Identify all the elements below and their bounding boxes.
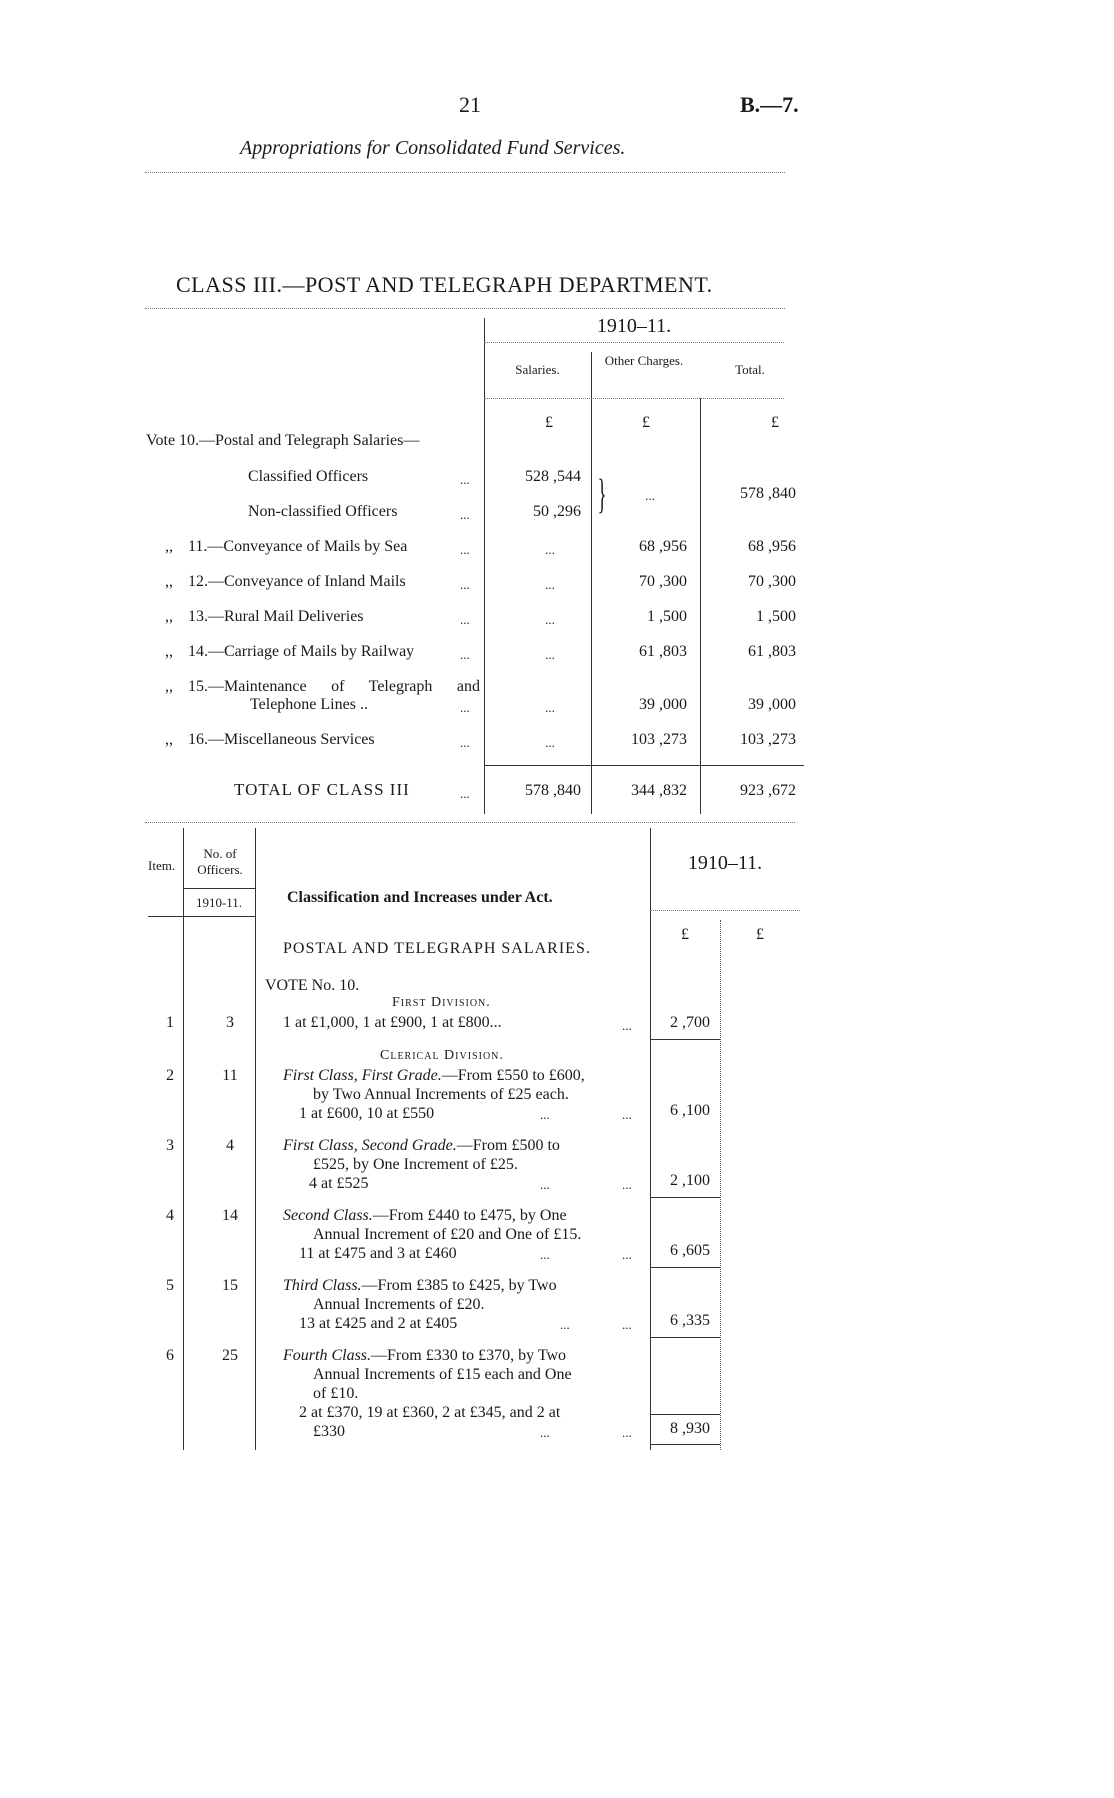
leader-dots: ... [560,1317,570,1332]
vote14-other: 61 ,803 [639,643,687,660]
vote12-other: 70 ,300 [639,573,687,590]
item-text-line: 11 at £475 and 3 at £460 [299,1245,457,1262]
item-text-line: £525, by One Increment of £25. [313,1156,518,1173]
nonclassified-salaries: 50 ,296 [533,503,581,520]
vote15-label: 15.—Maintenance of Telegraph and [188,678,480,695]
total-total: 923 ,672 [740,782,796,799]
document-reference: B.—7. [740,92,799,117]
item-text-line: by Two Annual Increments of £25 each. [313,1086,569,1103]
grade-label: First Class, Second Grade. [283,1137,457,1154]
col-other-charges-header: Other Charges. [604,353,684,368]
amount-rule [650,1197,720,1198]
ditto-mark: ,, [165,538,173,555]
leader-dots: ... [540,1107,550,1122]
section-heading: POSTAL AND TELEGRAPH SALARIES. [283,940,591,957]
leader-dots: ... [622,1018,632,1033]
officers-count: 4 [226,1137,234,1154]
leader-dots: ... [460,577,470,592]
grade-label: Third Class. [283,1277,362,1294]
currency-total: £ [771,414,779,431]
item-description [283,1346,643,1441]
vote13-total: 1 ,500 [756,608,796,625]
leader-dots: ... [622,1107,632,1122]
officers-count: 25 [222,1347,238,1364]
item-text-line: 4 at £525 [309,1175,369,1192]
vote16-salaries: ... [545,735,555,750]
vote14-total: 61 ,803 [748,643,796,660]
leader-dots: ... [460,786,470,801]
table2-header-rule-left [148,916,255,917]
amount-rule [650,1039,720,1040]
item-text-line: 1 at £600, 10 at £550 [299,1105,435,1122]
table2-rule-amount-mid [720,920,721,1450]
item-description [283,1206,643,1263]
vote12-salaries: ... [545,577,555,592]
total-class-label: TOTAL OF CLASS III [234,780,410,799]
officers-count: 15 [222,1277,238,1294]
brace-icon: } [597,472,607,518]
table1-year-rule [484,342,784,343]
vote13-other: 1 ,500 [647,608,687,625]
col-classification-header: Classification and Increases under Act. [287,889,553,906]
table1-top-rule [145,308,785,309]
item-number: 6 [166,1347,174,1364]
item-description [283,1066,643,1123]
currency-salaries: £ [545,414,553,431]
vote16-other: 103 ,273 [631,731,687,748]
amount-rule [650,1414,720,1415]
col-officers-header: No. of Officers. [197,846,243,877]
item-number: 1 [166,1014,174,1031]
leader-dots: ... [622,1177,632,1192]
vote15-salaries: ... [545,700,555,715]
item-text-line: Annual Increments of £20. [313,1296,485,1313]
item-number: 5 [166,1277,174,1294]
total-other: 344 ,832 [631,782,687,799]
grade-range: —From £385 to £425, by Two [361,1277,557,1294]
item-text-line: of £10. [313,1385,359,1402]
leader-dots: ... [540,1247,550,1262]
vote10-other-charges: ... [645,488,655,503]
vote12-total: 70 ,300 [748,573,796,590]
page-number: 21 [459,92,481,117]
leader-dots: ... [460,612,470,627]
vote13-label: 13.—Rural Mail Deliveries [188,608,364,625]
leader-dots: ... [622,1317,632,1332]
grade-range: —From £550 to £600, [441,1067,585,1084]
first-division-heading: First Division. [392,995,491,1010]
ditto-mark: ,, [165,643,173,660]
table1-year-heading: 1910–11. [596,315,672,337]
page-title: Appropriations for Consolidated Fund Services. [240,137,626,159]
item-amount: 6 ,100 [670,1102,710,1119]
leader-dots: ... [540,1177,550,1192]
grade-label: First Class, First Grade. [283,1067,442,1084]
vote15-other: 39 ,000 [639,696,687,713]
vote16-label: 16.—Miscellaneous Services [188,731,375,748]
vote10-total: 578 ,840 [740,485,796,502]
leader-dots: ... [460,647,470,662]
leader-dots: ... [460,735,470,750]
col-total-header: Total. [735,362,765,377]
item-text-line [283,1206,643,1225]
item-amount: 2 ,100 [670,1172,710,1189]
ditto-mark: ,, [165,678,173,695]
leader-dots: ... [622,1425,632,1440]
ditto-mark: ,, [165,573,173,590]
classified-salaries: 528 ,544 [525,468,581,485]
item-text-line: Annual Increment of £20 and One of £15. [313,1226,582,1243]
amount-rule [650,1444,720,1445]
vote12-label: 12.—Conveyance of Inland Mails [188,573,406,590]
item-text-line: Annual Increments of £15 each and One [313,1366,572,1383]
ditto-mark: ,, [165,731,173,748]
classified-officers-label: Classified Officers [248,468,369,485]
officers-header-rule [183,888,255,889]
table1-col-rule-1 [484,318,485,814]
item-text-line: £330 [313,1423,345,1440]
table2-rule-amount-left [650,828,651,1450]
currency-col-2: £ [756,926,764,943]
amount-rule [650,1267,720,1268]
item-text-line [283,1346,643,1365]
table2-header-rule-right [650,910,800,911]
officers-count: 14 [222,1207,238,1224]
item-description [283,1136,643,1193]
item-description: 1 at £1,000, 1 at £900, 1 at £800... [283,1014,502,1031]
grade-label: Second Class. [283,1207,373,1224]
col-item-header: Item. [148,858,176,873]
vote13-salaries: ... [545,612,555,627]
vote14-label: 14.—Carriage of Mails by Railway [188,643,415,660]
vote10-label: Vote 10.—Postal and Telegraph Salaries— [146,432,420,449]
item-text-line [283,1276,643,1295]
officers-count: 11 [222,1067,238,1084]
table1-col-rule-3 [700,398,701,814]
item-description [283,1276,643,1333]
item-amount: 6 ,605 [670,1242,710,1259]
item-text-line: 2 at £370, 19 at £360, 2 at £345, and 2 at [299,1404,561,1421]
item-amount: 2 ,700 [670,1014,710,1031]
vote14-salaries: ... [545,647,555,662]
vote11-label: 11.—Conveyance of Mails by Sea [188,538,408,555]
vote16-total: 103 ,273 [740,731,796,748]
leader-dots: ... [460,472,470,487]
item-number: 2 [166,1067,174,1084]
leader-dots: ... [460,507,470,522]
nonclassified-officers-label: Non-classified Officers [248,503,398,520]
item-number: 4 [166,1207,174,1224]
grade-range: —From £500 to [456,1137,560,1154]
leader-dots: ... [460,700,470,715]
col-officers-year: 1910-11. [195,895,243,910]
grade-label: Fourth Class. [283,1347,372,1364]
grade-range: —From £330 to £370, by Two [371,1347,567,1364]
col-salaries-header: Salaries. [515,362,560,377]
ditto-mark: ,, [165,608,173,625]
table2-rule-item [183,828,184,1450]
table2-year-heading: 1910–11. [687,852,763,874]
item-text-line [283,1136,643,1155]
header-rule [145,172,785,173]
currency-col-1: £ [681,926,689,943]
total-rule [484,765,804,766]
table2-top-rule [145,822,795,823]
item-amount: 8 ,930 [670,1420,710,1437]
currency-other: £ [642,414,650,431]
item-amount: 6 ,335 [670,1312,710,1329]
clerical-division-heading: Clerical Division. [380,1048,504,1063]
leader-dots: ... [540,1425,550,1440]
amount-rule [650,1337,720,1338]
item-text-line: 13 at £425 and 2 at £405 [299,1315,458,1332]
item-number: 3 [166,1137,174,1154]
vote15-label-continued: Telephone Lines .. [250,696,368,713]
vote11-salaries: ... [545,542,555,557]
total-salaries: 578 ,840 [525,782,581,799]
grade-range: —From £440 to £475, by One [372,1207,567,1224]
vote15-total: 39 ,000 [748,696,796,713]
leader-dots: ... [460,542,470,557]
table1-header-rule [484,398,784,399]
leader-dots: ... [622,1247,632,1262]
officers-count: 3 [226,1014,234,1031]
vote11-total: 68 ,956 [748,538,796,555]
vote11-other: 68 ,956 [639,538,687,555]
item-text-line [283,1066,643,1085]
class-heading: CLASS III.—POST AND TELEGRAPH DEPARTMENT. [176,272,713,297]
vote-heading: VOTE No. 10. [265,977,360,994]
